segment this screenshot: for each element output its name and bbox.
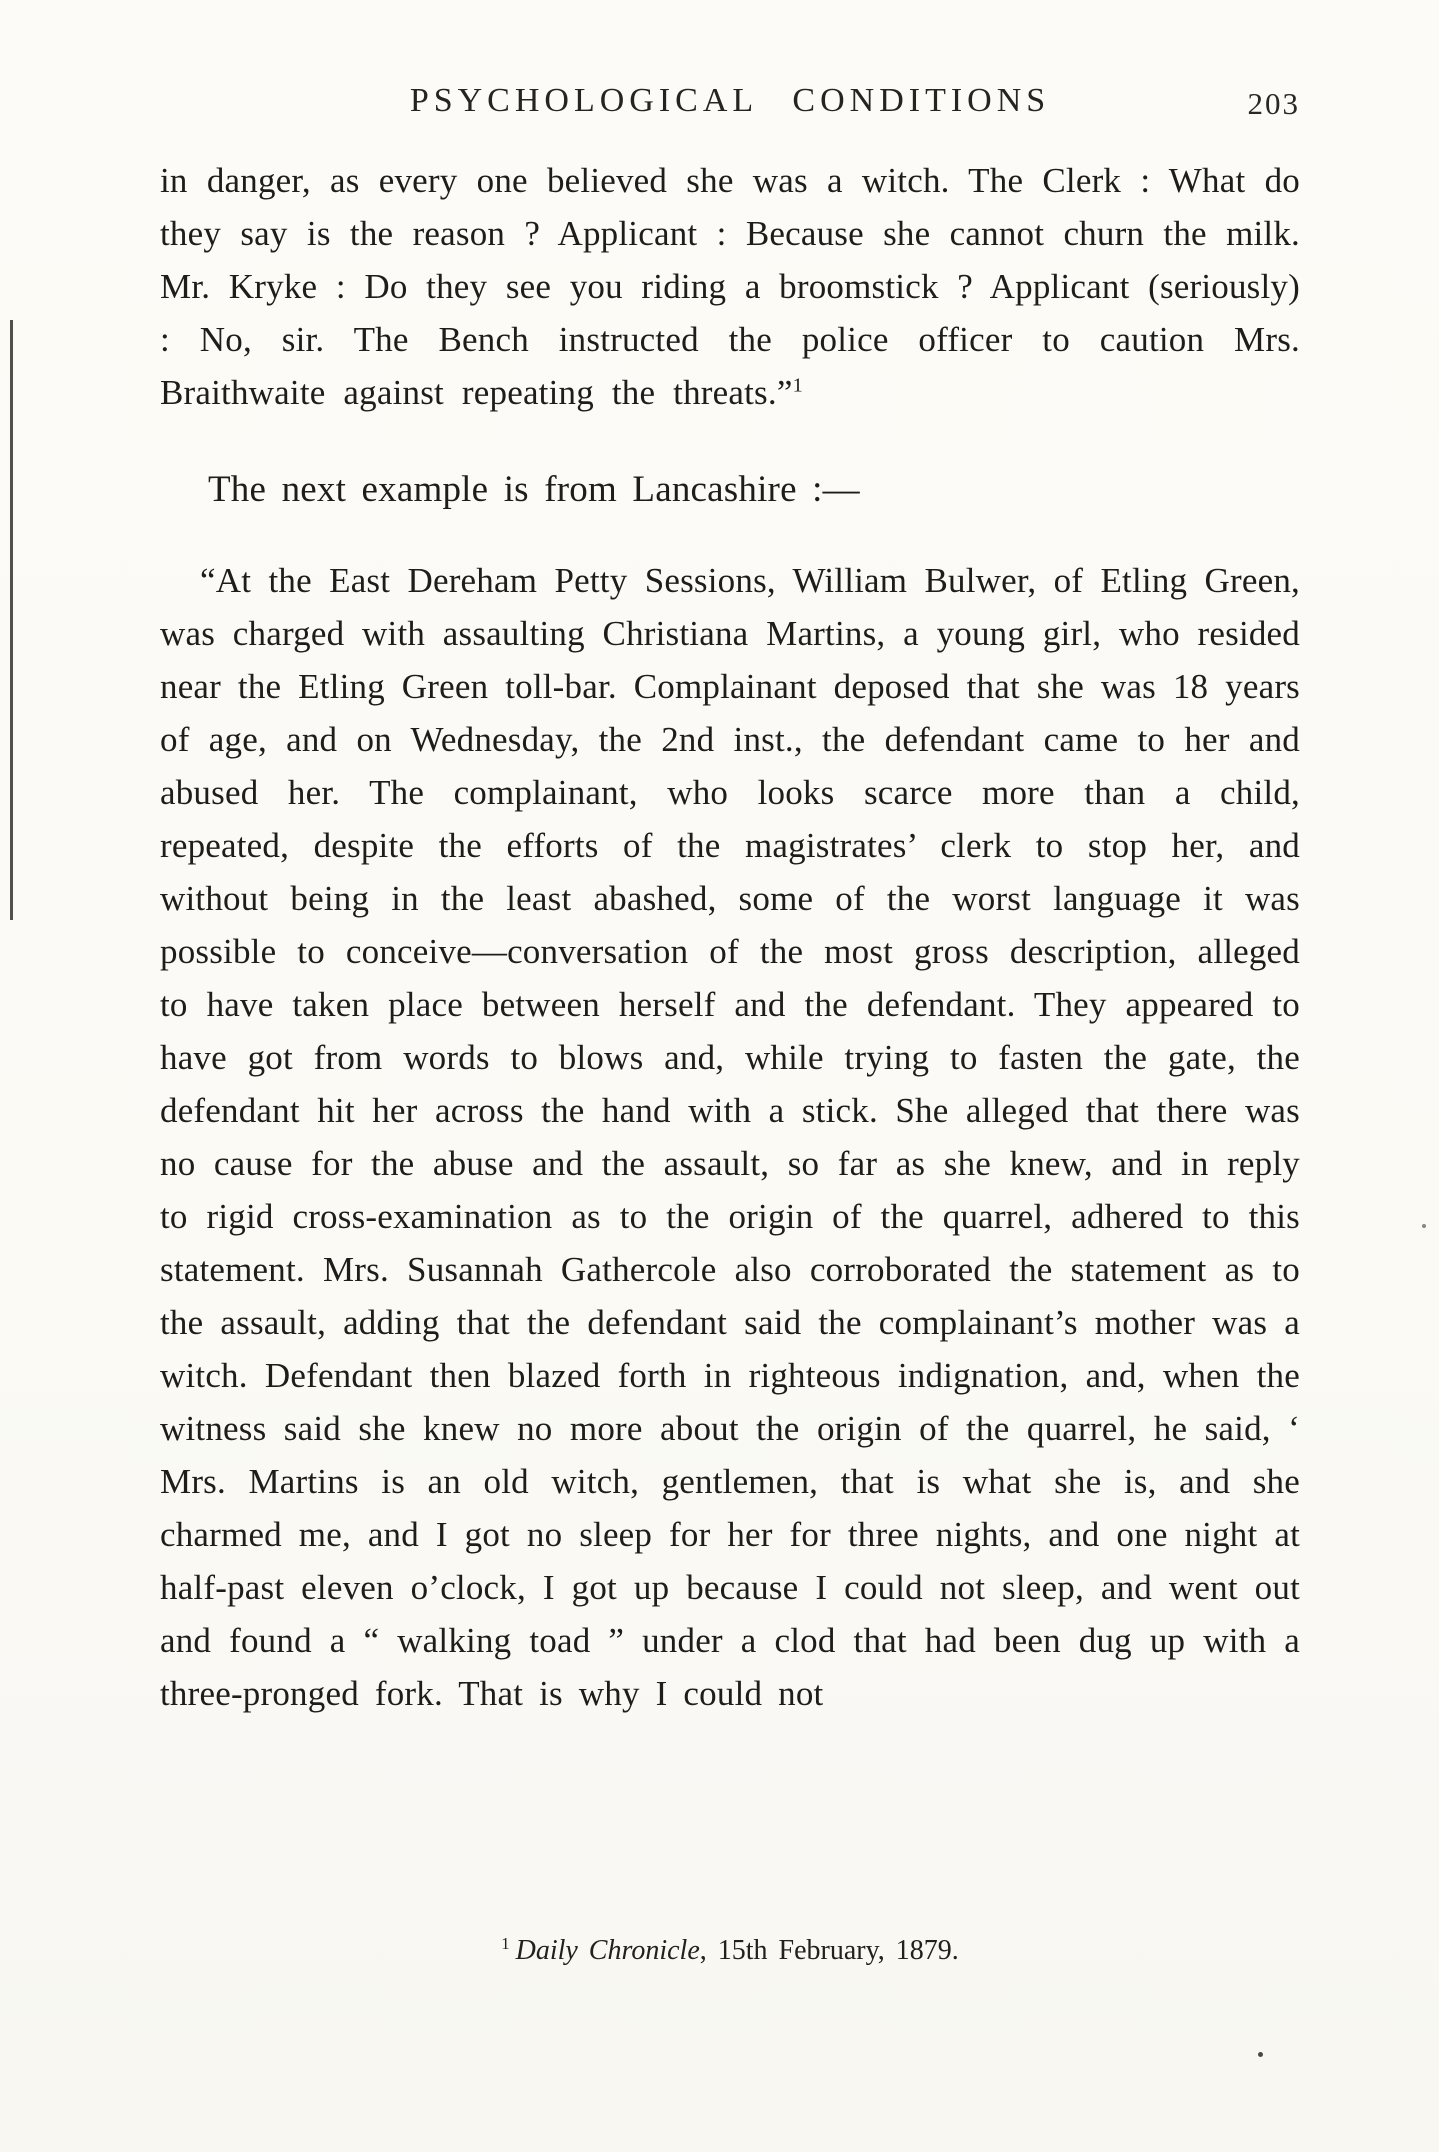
running-head-title: PSYCHOLOGICAL CONDITIONS [409, 82, 1051, 119]
page-header [160, 82, 1300, 120]
scan-speck [1422, 1224, 1426, 1228]
footnote-marker: 1 [501, 1933, 510, 1953]
scan-artifact-line [10, 320, 13, 920]
page-body [160, 140, 1300, 1720]
paragraph-continuation-text: in danger, as every one believed she was a witch. The Clerk : What do they say is the reason ? Applicant : Because she cannot churn the milk. Mr. Kryke : Do they see you riding a broomstick ? Applicant (seriously) : No, sir. The Bench instructed the police officer to caution Mrs. Braithwaite against repeating the threats.” [160, 161, 1300, 412]
paragraph-lead: The next example is from Lancashire :— [208, 469, 860, 510]
footnote [160, 1935, 1300, 1967]
page-number: 203 [1247, 86, 1300, 121]
footnote-reference: 1 [792, 374, 803, 397]
footnote-tail: , 15th February, 1879. [699, 1935, 959, 1966]
paragraph-continuation [160, 154, 1300, 419]
scan-speck [1258, 2052, 1263, 2057]
footnote-source-title: Daily Chronicle [515, 1935, 700, 1966]
paragraph-quote: “At the East Dereham Petty Sessions, William Bulwer, of Etling Green, was charged with assaulting Christiana Martins, a young girl, who resided near the Etling Green toll-bar. Complainant deposed that she was 18 years of age, and on Wednesday, the 2nd inst., the defendant came to her and abused her. The complainant, who looks scarce more than a child, repeated, despite the efforts of the magistrates’ clerk to stop her, and without being in the least abashed, some of the worst language it was possible to conceive—conversation of the most gross description, alleged to have taken place between herself and the defendant. They appeared to have got from words to blows and, while trying to fasten the gate, the defendant hit her across the hand with a stick. She alleged that there was no cause for the abuse and the assault, so far as she knew, and in reply to rigid cross-examination as to the origin of the quarrel, adhered to this statement. Mrs. Susannah Gathercole also corroborated the statement as to the assault, adding that the defendant said the complainant’s mother was a witch. Defendant then blazed forth in righteous indignation, and, when the witness said she knew no more about the origin of the quarrel, he said, ‘ Mrs. Martins is an old witch, gentlemen, that is what she is, and she charmed me, and I got no sleep for her for three nights, and one night at half-past eleven o’clock, I got up because I could not sleep, and went out and found a “ walking toad ” under a clod that had been dug up with a three-pronged fork. That is why I could not [160, 561, 1300, 1713]
